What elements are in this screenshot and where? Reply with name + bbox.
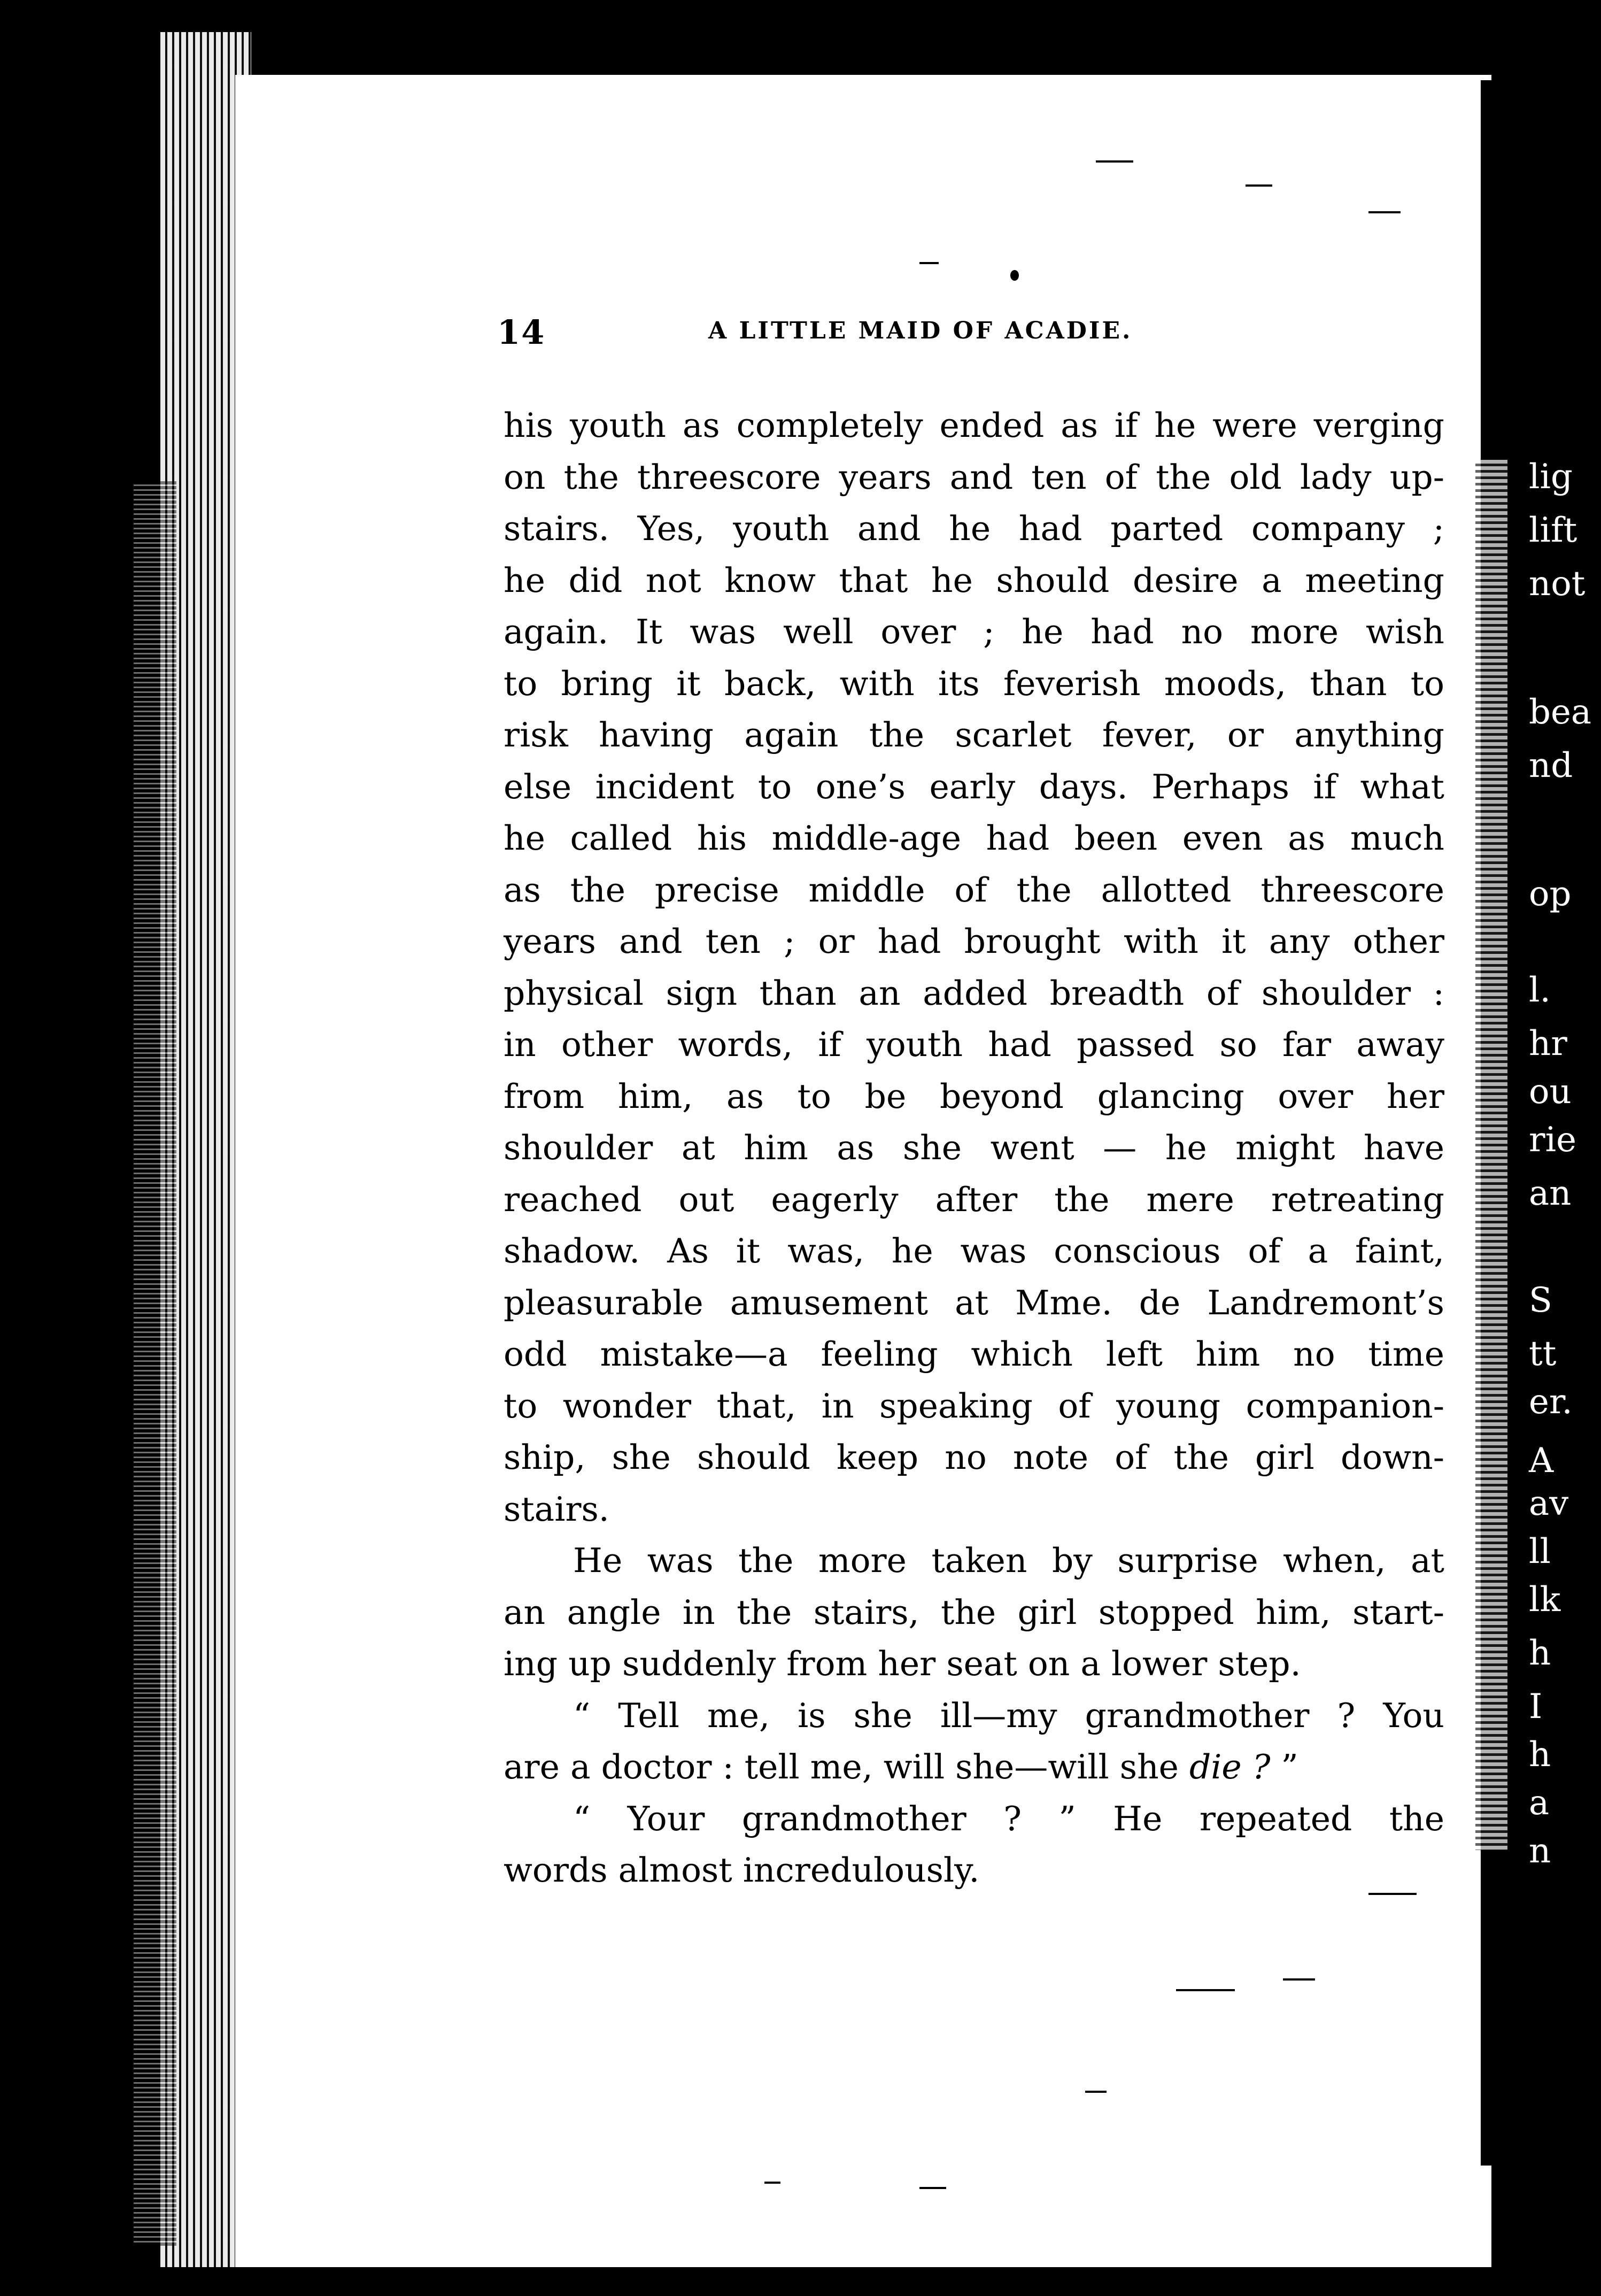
text-line-content: shoulder at him as she went — he might have — [504, 1128, 1444, 1167]
facing-page-fragment: S — [1529, 1281, 1552, 1320]
emphasized-word: die ? — [1189, 1747, 1271, 1786]
scan-speck — [1246, 184, 1272, 187]
text-line-content: pleasurable amusement at Mme. de Landremont’s — [504, 1283, 1444, 1322]
facing-page-fragment: lk — [1529, 1580, 1561, 1620]
text-line-content: ship, she should keep no note of the girl down- — [504, 1438, 1444, 1477]
text-line-content: years and ten ; or had brought with it any other — [504, 922, 1444, 961]
facing-page-fragment: h — [1529, 1735, 1551, 1775]
text-line-content: to bring it back, with its feverish moods, than to — [504, 664, 1444, 703]
text-line-content: stairs. — [504, 1489, 609, 1529]
page-body-text — [504, 400, 1444, 1897]
text-line — [504, 452, 1444, 504]
text-line — [504, 1690, 1444, 1742]
text-line-content: on the threescore years and ten of the old lady up- — [504, 457, 1444, 497]
text-line-content: risk having again the scarlet fever, or anything — [504, 715, 1444, 754]
page-header — [497, 313, 1438, 361]
facing-page-fragment: I — [1529, 1687, 1543, 1727]
text-line — [504, 1329, 1444, 1381]
scan-speck — [919, 262, 939, 264]
text-line — [504, 1019, 1444, 1071]
running-title: A LITTLE MAID OF ACADIE. — [708, 317, 1133, 344]
text-line-content: “ Your grandmother ? ” He repeated the — [573, 1799, 1444, 1838]
text-line — [504, 1174, 1444, 1226]
facing-page-fragment: tt — [1529, 1334, 1557, 1374]
text-line-content: reached out eagerly after the mere retreating — [504, 1180, 1444, 1219]
text-line — [504, 1432, 1444, 1484]
text-line — [504, 1226, 1444, 1277]
facing-page-fragment: nd — [1529, 746, 1573, 785]
text-line-content: from him, as to be beyond glancing over her — [504, 1076, 1444, 1116]
text-line — [504, 865, 1444, 916]
scan-speck — [1283, 1978, 1315, 1981]
scan-speck — [1368, 1893, 1417, 1895]
text-line-content: his youth as completely ended as if he were verging — [504, 406, 1444, 445]
text-line — [504, 1742, 1444, 1793]
text-line-content: again. It was well over ; he had no more wish — [504, 612, 1444, 651]
facing-page-fragment: an — [1529, 1174, 1572, 1213]
text-line-content: ing up suddenly from her seat on a lower step. — [504, 1644, 1301, 1683]
fore-edge-shadow — [134, 481, 176, 2246]
text-line-content: in other words, if youth had passed so far away — [504, 1025, 1444, 1064]
text-line — [504, 658, 1444, 710]
text-line-content: words almost incredulously. — [504, 1851, 980, 1890]
facing-page-fragment: hr — [1529, 1024, 1567, 1064]
facing-page-fragment: not — [1529, 564, 1585, 604]
text-line — [504, 813, 1444, 865]
scan-speck — [764, 2182, 780, 2184]
text-line-content: shadow. As it was, he was conscious of a faint, — [504, 1231, 1444, 1270]
text-line — [504, 916, 1444, 968]
text-line-content: are a doctor : tell me, will she—will she — [504, 1747, 1189, 1786]
text-line-content: “ Tell me, is she ill—my grandmother ? You — [573, 1696, 1444, 1735]
text-line-content: stairs. Yes, youth and he had parted company ; — [504, 509, 1444, 548]
facing-page-fragment: A — [1529, 1441, 1554, 1481]
text-line-content: he called his middle-age had been even as much — [504, 819, 1444, 858]
text-line — [504, 761, 1444, 813]
text-line — [504, 968, 1444, 1020]
text-line — [504, 1484, 1444, 1536]
text-line — [504, 710, 1444, 761]
text-line — [504, 1535, 1444, 1587]
text-line-content: as the precise middle of the allotted threescore — [504, 870, 1444, 910]
text-line — [504, 1587, 1444, 1639]
text-line-content: he did not know that he should desire a meeting — [504, 560, 1444, 600]
text-line — [504, 1381, 1444, 1432]
text-line-content: odd mistake—a feeling which left him no time — [504, 1335, 1444, 1374]
facing-page-fragment: bea — [1529, 692, 1591, 732]
text-line-content: physical sign than an added breadth of shoulder : — [504, 973, 1444, 1013]
facing-page-fragment: lig — [1529, 457, 1573, 497]
facing-page-gutter — [1475, 460, 1507, 1850]
text-line — [504, 1793, 1444, 1845]
text-line — [504, 606, 1444, 658]
ornament-dot — [1010, 270, 1019, 281]
facing-page-fragment: ou — [1529, 1072, 1572, 1112]
facing-page-fragment: h — [1529, 1634, 1551, 1673]
text-line — [504, 1845, 1444, 1897]
text-line — [504, 1071, 1444, 1123]
facing-page-fragment: av — [1529, 1484, 1569, 1523]
facing-page-fragment: op — [1529, 874, 1572, 914]
scan-speck — [1486, 369, 1507, 371]
scan-speck — [1085, 2091, 1107, 2093]
scan-speck — [1368, 211, 1401, 213]
facing-page-fragment: ll — [1529, 1532, 1551, 1571]
text-line — [504, 1277, 1444, 1329]
text-line-content: to wonder that, in speaking of young companion- — [504, 1386, 1444, 1426]
text-line-content: He was the more taken by surprise when, at — [573, 1541, 1444, 1580]
text-line — [504, 1122, 1444, 1174]
scan-speck — [1096, 160, 1133, 163]
text-line — [504, 400, 1444, 452]
facing-page-fragment: a — [1529, 1783, 1550, 1823]
text-line — [504, 1638, 1444, 1690]
facing-page-fragment: rie — [1529, 1120, 1576, 1160]
text-line — [504, 503, 1444, 555]
scan-speck — [919, 2187, 946, 2189]
text-line-content: else incident to one’s early days. Perhaps if what — [504, 767, 1444, 806]
scan-speck — [1176, 1989, 1235, 1991]
facing-page-fragment: er. — [1529, 1382, 1573, 1422]
text-line-content: an angle in the stairs, the girl stopped him, start- — [504, 1592, 1444, 1632]
facing-page-fragment: n — [1529, 1831, 1551, 1871]
text-line — [504, 555, 1444, 607]
facing-page-fragment: lift — [1529, 511, 1577, 550]
page-number: 14 — [497, 313, 546, 352]
closing-quote: ” — [1270, 1747, 1298, 1786]
facing-page-fragment: l. — [1529, 970, 1551, 1010]
